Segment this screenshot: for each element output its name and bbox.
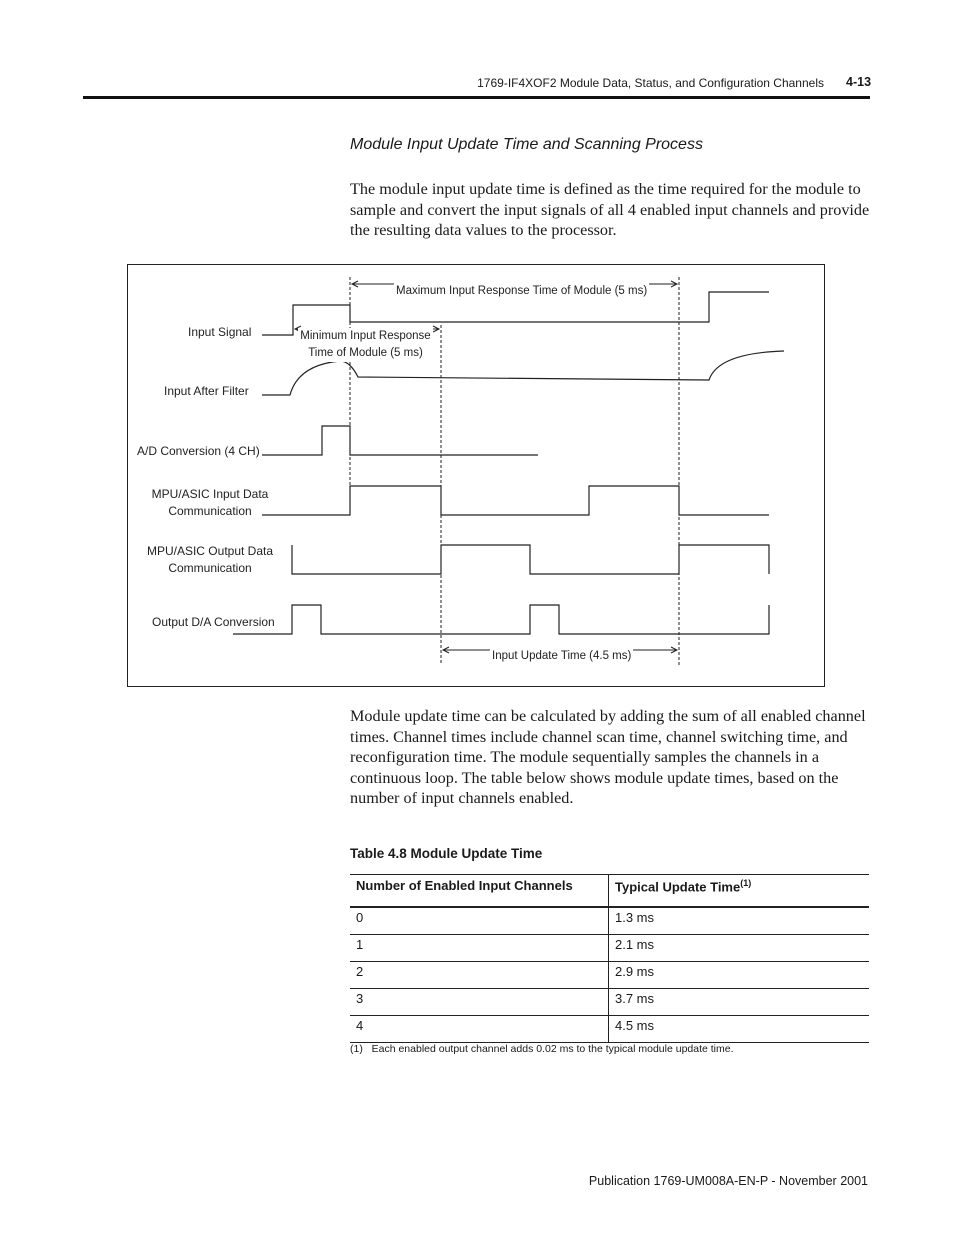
min-response-line1: Minimum Input Response — [300, 330, 431, 342]
page-number: 4-13 — [846, 75, 872, 89]
input-update-annotation: Input Update Time (4.5 ms) — [490, 648, 633, 665]
mpu-output-label-line1: MPU/ASIC Output Data — [146, 544, 274, 558]
mpu-output-waveform — [292, 545, 769, 574]
output-da-waveform — [233, 605, 769, 634]
section-title: Module Input Update Time and Scanning Process — [350, 136, 703, 153]
input-after-filter-label: Input After Filter — [164, 384, 249, 398]
mpu-input-waveform — [262, 486, 769, 515]
publication-footer: Publication 1769-UM008A-EN-P - November 2001 — [588, 1174, 868, 1188]
channels-cell: 1 — [350, 935, 609, 962]
update-time-table — [350, 874, 869, 1043]
min-response-line2: Time of Module (5 ms) — [308, 347, 423, 359]
time-cell: 3.7 ms — [609, 989, 870, 1016]
mpu-output-label — [145, 543, 275, 577]
time-cell: 4.5 ms — [609, 1016, 870, 1043]
header-channels: Number of Enabled Input Channels — [350, 875, 609, 908]
channels-cell: 3 — [350, 989, 609, 1016]
min-response-annotation — [298, 328, 433, 362]
footnote-ref: (1) — [740, 878, 752, 888]
channels-cell: 4 — [350, 1016, 609, 1043]
table-row — [350, 1016, 869, 1043]
time-cell: 1.3 ms — [609, 907, 870, 935]
header-rule — [83, 96, 870, 99]
table-footnote — [350, 1043, 734, 1055]
mpu-input-label-line1: MPU/ASIC Input Data — [151, 487, 269, 501]
intro-paragraph: The module input update time is defined as the time required for the module to sample and convert the input signals of all 4 enabled input channels and provide the resulting data values to the processor. — [350, 180, 870, 239]
table-row — [350, 935, 869, 962]
mpu-input-label-line2: Communication — [168, 504, 252, 518]
table-header-row — [350, 875, 869, 908]
table-row — [350, 989, 869, 1016]
header-update-time — [609, 875, 870, 908]
time-cell: 2.9 ms — [609, 962, 870, 989]
mpu-input-label — [150, 486, 270, 520]
table-row — [350, 962, 869, 989]
time-cell: 2.1 ms — [609, 935, 870, 962]
footnote-marker: (1) — [350, 1043, 363, 1055]
mpu-output-label-line2: Communication — [168, 561, 252, 575]
footnote-text: Each enabled output channel adds 0.02 ms to the typical module update time. — [371, 1043, 734, 1055]
timing-diagram — [127, 264, 825, 687]
channels-cell: 2 — [350, 962, 609, 989]
input-signal-label: Input Signal — [188, 325, 252, 339]
body-paragraph: Module update time can be calculated by adding the sum of all enabled channel times. Channel times include channel scan time, channel switching time, and reconfiguration time. The module sequentially samples the channels in a continuous loop. The table below shows module update times, based on the number of input channels enabled. — [350, 707, 866, 807]
running-header: 1769-IF4XOF2 Module Data, Status, and Configuration Channels — [477, 76, 824, 90]
ad-conversion-label: A/D Conversion (4 CH) — [137, 444, 260, 458]
output-da-label: Output D/A Conversion — [152, 615, 275, 629]
ad-conversion-waveform — [262, 426, 538, 455]
table-row — [350, 907, 869, 935]
header-update-time-text: Typical Update Time — [615, 879, 741, 895]
channels-cell: 0 — [350, 907, 609, 935]
table-caption: Table 4.8 Module Update Time — [350, 846, 543, 861]
max-response-annotation: Maximum Input Response Time of Module (5 ms) — [394, 283, 649, 300]
